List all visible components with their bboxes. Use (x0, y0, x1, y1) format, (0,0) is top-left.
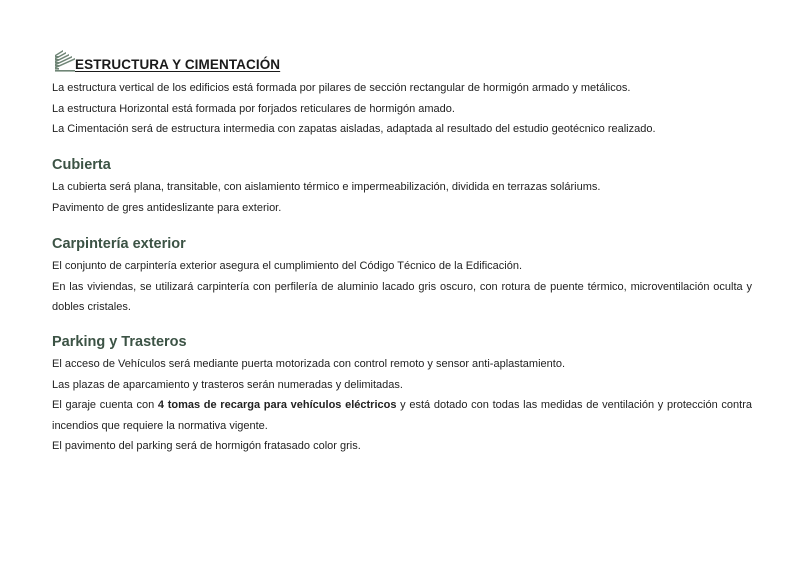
parking-line-2: Las plazas de aparcamiento y trasteros serán numeradas y delimitadas. (52, 378, 403, 391)
charging-points-highlight: 4 tomas de recarga para vehículos eléctricos (157, 399, 397, 411)
page-title: ESTRUCTURA Y CIMENTACIÓN (75, 56, 281, 72)
estructura-line-1: La estructura vertical de los edificios está formada por pilares de sección rectangular de hormigón armado y metálicos. (52, 82, 631, 94)
estructura-line-3: La Cimentación será de estructura intermedia con zapatas aisladas, adaptada al resultado del estudio geotécnico realizado. (52, 123, 656, 135)
parking-section (52, 333, 752, 457)
parking-line-3-start: El garaje cuenta con (52, 399, 158, 411)
carpinteria-title: Carpintería exterior (52, 236, 186, 252)
parking-line-3 (52, 395, 752, 436)
carpinteria-section (52, 235, 752, 318)
carpinteria-line-2: En las viviendas, se utilizará carpintería con perfilería de aluminio lacado gris oscuro, con rotura de puente térmico, microventilación oculta y dobles cristales. (52, 280, 752, 313)
cubierta-section (52, 156, 600, 218)
cubierta-line-2: Pavimento de gres antideslizante para exterior. (52, 201, 282, 214)
parking-title: Parking y Trasteros (52, 334, 187, 350)
estructura-line-2: La estructura Horizontal está formada por forjados reticulares de hormigón amado. (52, 102, 455, 115)
estructura-section (52, 78, 656, 140)
parking-line-1: El acceso de Vehículos será mediante puerta motorizada con control remoto y sensor anti-aplastamiento. (52, 358, 565, 370)
cubierta-line-1: La cubierta será plana, transitable, con aislamiento térmico e impermeabilización, dividida en terrazas soláriums. (52, 181, 601, 193)
carpinteria-line-1: El conjunto de carpintería exterior asegura el cumplimiento del Código Técnico de la Edificación. (52, 260, 523, 272)
cubierta-title: Cubierta (52, 157, 111, 173)
parking-line-3-end: y está dotado con todas las medidas de ventilación y protección contra incendios que requiere la normativa vigente. (52, 399, 752, 432)
parking-line-4: El pavimento del parking será de hormigón fratasado color gris. (52, 440, 361, 452)
building-stairs-icon (54, 48, 76, 72)
section-header (54, 46, 280, 72)
